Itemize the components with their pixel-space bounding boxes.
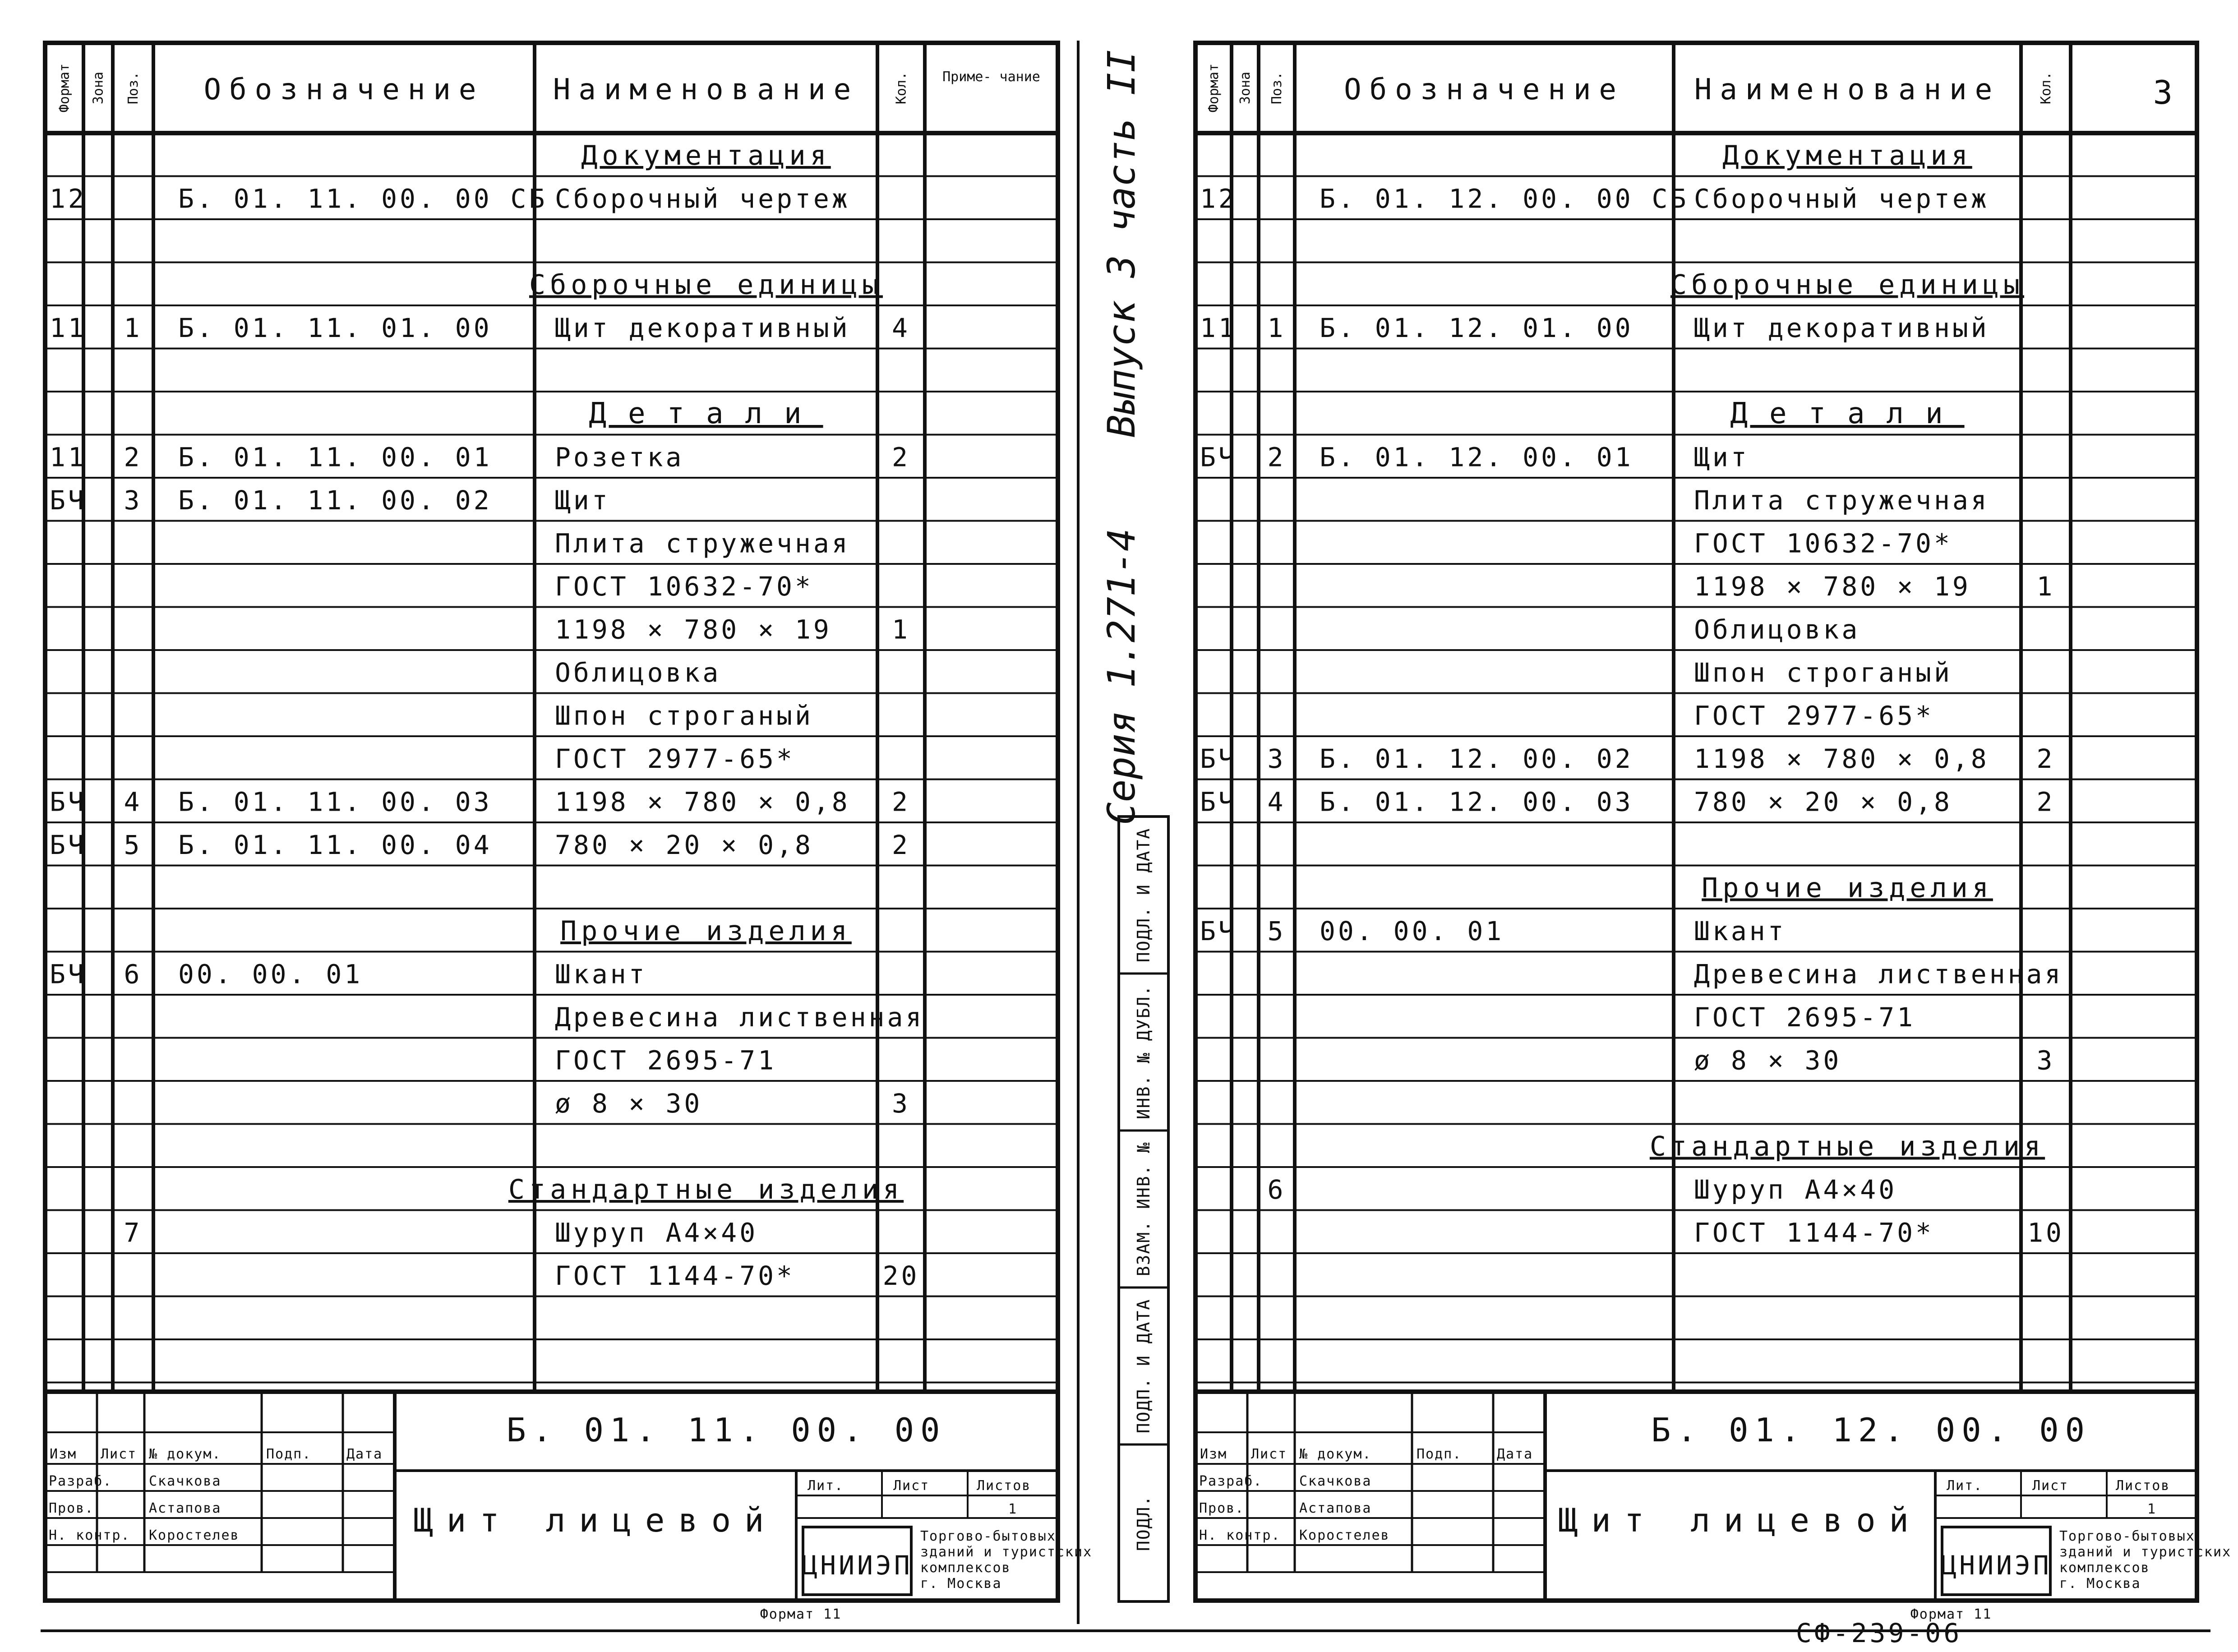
org-name-line: г. Москва bbox=[920, 1576, 1002, 1592]
row-designation: Б. 01. 12. 00. 01 bbox=[1320, 442, 1634, 473]
org-name-line: зданий и туристских bbox=[2059, 1544, 2232, 1560]
title-block-person: Коростелев bbox=[149, 1527, 240, 1543]
row-designation: 00. 00. 01 bbox=[178, 959, 363, 990]
title-block-label: Листов bbox=[2116, 1478, 2170, 1494]
row-designation: Б. 01. 12. 00. 03 bbox=[1320, 786, 1634, 817]
row-quantity: 1 bbox=[892, 614, 910, 645]
org-name-line: Торгово-бытовых bbox=[920, 1528, 1056, 1544]
org-name-line: г. Москва bbox=[2059, 1576, 2141, 1592]
row-quantity: 20 bbox=[882, 1260, 920, 1291]
title-block-label: Изм bbox=[50, 1446, 77, 1462]
format-label: Формат 11 bbox=[1910, 1606, 1992, 1622]
section-heading: Документация bbox=[581, 140, 831, 171]
row-name: Шуруп А4×40 bbox=[555, 1217, 758, 1248]
row-name: Щит декоративный bbox=[1694, 313, 1989, 343]
title-block-label: Дата bbox=[346, 1446, 383, 1462]
row-name: ГОСТ 10632-70* bbox=[1694, 528, 1952, 559]
row-quantity: 2 bbox=[2036, 743, 2055, 774]
title-block-sheets-value: 1 bbox=[1008, 1501, 1018, 1517]
row-format: 11 bbox=[1200, 313, 1237, 343]
series-title: Серия 1.271-4 bbox=[1099, 528, 1144, 825]
drawing-name: Щит лицевой bbox=[413, 1501, 778, 1539]
row-designation: Б. 01. 11. 01. 00 bbox=[178, 313, 492, 343]
row-quantity: 4 bbox=[892, 313, 910, 343]
title-block-role: Н. контр. bbox=[1199, 1527, 1281, 1543]
org-name-line: зданий и туристских bbox=[920, 1544, 1093, 1560]
row-name: ГОСТ 2977-65* bbox=[555, 743, 795, 774]
title-block-label: Подп. bbox=[1417, 1446, 1462, 1462]
row-name: Облицовка bbox=[1694, 614, 1860, 645]
org-name-line: комплексов bbox=[920, 1560, 1011, 1576]
section-heading: Прочие изделия bbox=[1702, 872, 1993, 904]
row-name: Древесина лиственная bbox=[555, 1002, 924, 1033]
row-position: 1 bbox=[1267, 313, 1286, 343]
row-name: ГОСТ 2695-71 bbox=[1694, 1002, 1916, 1033]
margin-label: ВЗАМ. ИНВ. № bbox=[1134, 1141, 1154, 1277]
row-position: 6 bbox=[124, 959, 143, 990]
org-logo: ЦНИИЭП bbox=[802, 1550, 913, 1581]
title-block-label: № докум. bbox=[1299, 1446, 1372, 1462]
sheet-number: 3 bbox=[2153, 74, 2179, 111]
row-name: ГОСТ 2695-71 bbox=[555, 1045, 777, 1076]
row-name: Шуруп А4×40 bbox=[1694, 1174, 1897, 1205]
row-designation: Б. 01. 12. 01. 00 bbox=[1320, 313, 1634, 343]
section-heading: Стандартные изделия bbox=[1649, 1131, 2045, 1163]
title-block-label: Листов bbox=[977, 1478, 1031, 1494]
row-designation: Б. 01. 12. 00. 02 bbox=[1320, 743, 1634, 774]
row-format: БЧ bbox=[50, 786, 87, 817]
title-block-label: Лист bbox=[101, 1446, 137, 1462]
row-designation: 00. 00. 01 bbox=[1320, 916, 1504, 946]
row-format: БЧ bbox=[50, 959, 87, 990]
row-format: 12 bbox=[50, 183, 87, 214]
header-name: Наименование bbox=[553, 73, 859, 106]
row-designation: Б. 01. 11. 00. 01 bbox=[178, 442, 492, 473]
header-pos: Поз. bbox=[1269, 71, 1285, 105]
row-name: Шкант bbox=[555, 959, 647, 990]
row-format: 11 bbox=[50, 313, 87, 343]
row-position: 1 bbox=[124, 313, 143, 343]
row-quantity: 1 bbox=[2036, 571, 2055, 602]
title-block-role: Пров. bbox=[49, 1500, 94, 1516]
row-name: 780 × 20 × 0,8 bbox=[555, 830, 813, 860]
row-designation: Б. 01. 12. 00. 00 СБ bbox=[1320, 183, 1689, 214]
row-quantity: 3 bbox=[2036, 1045, 2055, 1076]
title-block-role: Пров. bbox=[1199, 1500, 1245, 1516]
row-position: 2 bbox=[1267, 442, 1286, 473]
margin-label: ПОДП. И ДАТА bbox=[1134, 1298, 1154, 1434]
row-position: 4 bbox=[124, 786, 143, 817]
title-block-label: Изм bbox=[1200, 1446, 1227, 1462]
header-zone: Зона bbox=[90, 71, 106, 105]
header-designation: Обозначение bbox=[203, 73, 485, 106]
title-block-label: Дата bbox=[1497, 1446, 1533, 1462]
title-block-person: Скачкова bbox=[1299, 1473, 1372, 1489]
row-position: 6 bbox=[1267, 1174, 1286, 1205]
header-name: Наименование bbox=[1694, 73, 2001, 106]
section-heading: Сборочные единицы bbox=[1670, 269, 2025, 301]
row-position: 4 bbox=[1267, 786, 1286, 817]
sheet-content bbox=[49, 50, 2231, 1648]
section-heading: Стандартные изделия bbox=[508, 1174, 904, 1205]
row-format: БЧ bbox=[1200, 442, 1237, 473]
format-label: Формат 11 bbox=[760, 1606, 842, 1622]
row-designation: Б. 01. 11. 00. 02 bbox=[178, 485, 492, 516]
header-note: Приме- чание bbox=[942, 69, 1040, 85]
header-qty: Кол. bbox=[893, 71, 909, 105]
title-block-person: Скачкова bbox=[149, 1473, 221, 1489]
row-format: БЧ bbox=[50, 830, 87, 860]
section-heading: Детали bbox=[589, 397, 823, 430]
title-block-label: Лист bbox=[2032, 1478, 2069, 1494]
header-format: Формат bbox=[1206, 63, 1222, 113]
title-block-label: № докум. bbox=[149, 1446, 221, 1462]
row-position: 5 bbox=[124, 830, 143, 860]
row-name: Розетка bbox=[555, 442, 684, 473]
row-format: БЧ bbox=[50, 485, 87, 516]
row-designation: Б. 01. 11. 00. 03 bbox=[178, 786, 492, 817]
row-format: 12 bbox=[1200, 183, 1237, 214]
row-name: Щит bbox=[555, 485, 610, 516]
row-designation: Б. 01. 11. 00. 00 СБ bbox=[178, 183, 548, 214]
title-block-label: Лист bbox=[1251, 1446, 1287, 1462]
org-name-line: Торгово-бытовых bbox=[2059, 1528, 2195, 1544]
section-heading: Детали bbox=[1730, 397, 1965, 430]
row-name: Плита стружечная bbox=[555, 528, 850, 559]
row-name: 780 × 20 × 0,8 bbox=[1694, 786, 1952, 817]
org-logo: ЦНИИЭП bbox=[1941, 1550, 2052, 1581]
title-block-label: Лит. bbox=[808, 1478, 844, 1494]
title-block-role: Н. контр. bbox=[49, 1527, 130, 1543]
row-name: Шпон строганый bbox=[555, 700, 813, 731]
row-name: Щит декоративный bbox=[555, 313, 850, 343]
row-designation: Б. 01. 11. 00. 04 bbox=[178, 830, 492, 860]
row-position: 2 bbox=[124, 442, 143, 473]
drawing-code: Б. 01. 11. 00. 00 bbox=[506, 1411, 946, 1449]
row-name: ГОСТ 1144-70* bbox=[555, 1260, 795, 1291]
row-name: 1198 × 780 × 19 bbox=[555, 614, 832, 645]
margin-label: ПОДЛ. bbox=[1134, 1495, 1154, 1551]
header-qty: Кол. bbox=[2038, 71, 2054, 105]
row-name: Древесина лиственная bbox=[1694, 959, 2063, 990]
title-block-person: Астапова bbox=[1299, 1500, 1372, 1516]
doc-code: СФ-239-06 bbox=[1795, 1618, 1962, 1648]
row-name: Щит bbox=[1694, 442, 1749, 473]
title-block-label: Лит. bbox=[1947, 1478, 1983, 1494]
title-block-person: Коростелев bbox=[1299, 1527, 1390, 1543]
section-heading: Сборочные единицы bbox=[529, 269, 883, 301]
drawing-code: Б. 01. 12. 00. 00 bbox=[1651, 1411, 2091, 1449]
row-quantity: 2 bbox=[892, 830, 910, 860]
title-block-sheets-value: 1 bbox=[2147, 1501, 2157, 1517]
row-quantity: 3 bbox=[892, 1088, 910, 1119]
header-zone: Зона bbox=[1237, 71, 1253, 105]
header-format: Формат bbox=[56, 63, 73, 113]
section-heading: Документация bbox=[1722, 140, 1972, 171]
row-format: 11 bbox=[50, 442, 87, 473]
row-name: Облицовка bbox=[555, 657, 721, 688]
row-name: Шкант bbox=[1694, 916, 1786, 946]
row-name: 1198 × 780 × 0,8 bbox=[555, 786, 850, 817]
row-name: Шпон строганый bbox=[1694, 657, 1952, 688]
row-position: 3 bbox=[1267, 743, 1286, 774]
row-quantity: 2 bbox=[892, 786, 910, 817]
title-block-role: Разраб. bbox=[1199, 1473, 1263, 1489]
row-name: ø 8 × 30 bbox=[555, 1088, 703, 1119]
margin-label: ПОДЛ. И ДАТА bbox=[1134, 827, 1154, 963]
header-pos: Поз. bbox=[125, 71, 141, 105]
row-quantity: 2 bbox=[892, 442, 910, 473]
title-block-role: Разраб. bbox=[49, 1473, 112, 1489]
row-name: Сборочный чертеж bbox=[1694, 183, 1989, 214]
row-name: ГОСТ 2977-65* bbox=[1694, 700, 1934, 731]
title-block-label: Подп. bbox=[266, 1446, 312, 1462]
row-name: ø 8 × 30 bbox=[1694, 1045, 1842, 1076]
row-name: ГОСТ 10632-70* bbox=[555, 571, 813, 602]
row-quantity: 2 bbox=[2036, 786, 2055, 817]
row-name: ГОСТ 1144-70* bbox=[1694, 1217, 1934, 1248]
row-name: Плита стружечная bbox=[1694, 485, 1989, 516]
row-position: 3 bbox=[124, 485, 143, 516]
row-format: БЧ bbox=[1200, 916, 1237, 946]
row-name: Сборочный чертеж bbox=[555, 183, 850, 214]
org-name-line: комплексов bbox=[2059, 1560, 2150, 1576]
section-heading: Прочие изделия bbox=[560, 915, 852, 947]
header-designation: Обозначение bbox=[1344, 73, 1624, 106]
drawing-name: Щит лицевой bbox=[1558, 1501, 1922, 1539]
row-format: БЧ bbox=[1200, 743, 1237, 774]
row-name: 1198 × 780 × 0,8 bbox=[1694, 743, 1989, 774]
margin-label: ИНВ. № ДУБЛ. bbox=[1134, 984, 1154, 1120]
row-format: БЧ bbox=[1200, 786, 1237, 817]
row-position: 7 bbox=[124, 1217, 143, 1248]
issue-title: Выпуск 3 часть II bbox=[1099, 50, 1144, 438]
title-block-person: Астапова bbox=[149, 1500, 221, 1516]
row-name: 1198 × 780 × 19 bbox=[1694, 571, 1971, 602]
row-quantity: 10 bbox=[2027, 1217, 2064, 1248]
title-block-label: Лист bbox=[893, 1478, 930, 1494]
row-position: 5 bbox=[1267, 916, 1286, 946]
